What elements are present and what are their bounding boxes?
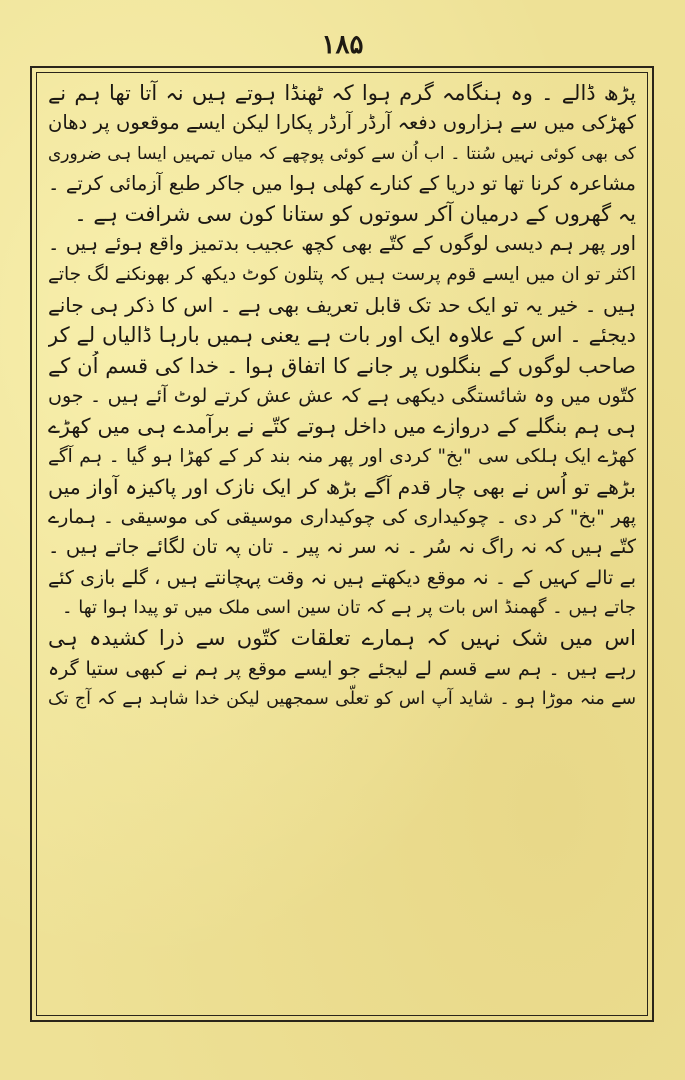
text-line-6: اور پھر ہم دیسی لوگوں کے کتّے بھی کچھ عجیب بدتمیز واقع ہوئے ہیں ۔ xyxy=(48,232,636,256)
text-line-19: اس میں شک نہیں کہ ہمارے تعلقات کتّوں سے ذرا کشیدہ ہی xyxy=(48,626,636,651)
text-line-5: یہ گھروں کے درمیان آکر سوتوں کو ستانا کون سی شرافت ہے ۔ xyxy=(74,202,636,227)
text-line-2: کھڑکی میں سے ہزاروں دفعہ آرڈر آرڈر پکارا لیکن ایسے موقعوں پر دھان xyxy=(48,111,636,135)
text-line-14: بڑھے تو اُس نے بھی چار قدم آگے بڑھ کر ایک نازک اور پاکیزہ آواز میں xyxy=(48,474,636,499)
text-line-18: جاتے ہیں ۔ گھمنڈ اس بات پر ہے کہ تان سین اسی ملک میں تو پیدا ہوا تھا ۔ xyxy=(62,597,636,619)
text-line-9: دیجئے ۔ اس کے علاوہ ایک اور بات ہے یعنی ہمیں بارہا ڈالیاں لے کر xyxy=(48,323,636,348)
text-line-4: مشاعرہ کرنا تھا تو دریا کے کنارے کھلی ہوا میں جاکر طبع آزمائی کرتے ۔ xyxy=(48,171,636,195)
text-body xyxy=(48,78,636,714)
text-line-17: بے تالے کہیں کے ۔ نہ موقع دیکھتے ہیں نہ وقت پہچانتے ہیں ، گلے بازی کئے xyxy=(48,566,636,589)
text-line-15: پھر "بخ" کر دی ۔ چوکیداری کی چوکیداری موسیقی کی موسیقی ۔ ہمارے xyxy=(48,506,636,529)
page-number: ۱۸۵ xyxy=(321,30,364,60)
text-line-20: رہے ہیں ۔ ہم سے قسم لے لیجئے جو ایسے موقع پر ہم نے کبھی ستیا گرہ xyxy=(48,657,636,680)
text-line-3: کی بھی کوئی نہیں سُنتا ۔ اب اُن سے کوئی پوچھے کہ میاں تمہیں ایسا ہی ضروری xyxy=(48,143,636,164)
text-line-1: پڑھ ڈالے ۔ وہ ہنگامہ گرم ہوا کہ ٹھنڈا ہوتے ہیں نہ آتا تھا ہم نے xyxy=(48,81,636,105)
text-line-21: سے منہ موڑا ہو ۔ شاید آپ اس کو تعلّی سمجھیں لیکن خدا شاہد ہے کہ آج تک xyxy=(48,688,636,709)
text-line-11: کتّوں میں وہ شائستگی دیکھی ہے کہ عش عش کرتے لوٹ آئے ہیں ۔ جوں xyxy=(48,384,636,407)
text-line-10: صاحب لوگوں کے بنگلوں پر جانے کا اتفاق ہوا ۔ خدا کی قسم اُن کے xyxy=(48,353,636,378)
text-line-7: اکثر تو ان میں ایسے قوم پرست ہیں کہ پتلون کوٹ دیکھ کر بھونکنے لگ جاتے xyxy=(48,263,636,285)
text-line-16: کتّے ہیں کہ نہ راگ نہ سُر ۔ نہ سر نہ پیر ۔ تان پہ تان لگائے جاتے ہیں ۔ xyxy=(48,535,636,559)
text-line-13: کھڑے ایک ہلکی سی "بخ" کردی اور پھر منہ بند کر کے کھڑا ہو گیا ۔ ہم آگے xyxy=(48,445,636,467)
text-line-8: ہیں ۔ خیر یہ تو ایک حد تک قابل تعریف بھی ہے ۔ اس کا ذکر ہی جانے xyxy=(48,293,636,318)
text-line-12: ہی ہم بنگلے کے دروازے میں داخل ہوتے کتّے نے برآمدے ہی میں کھڑے xyxy=(48,414,636,439)
